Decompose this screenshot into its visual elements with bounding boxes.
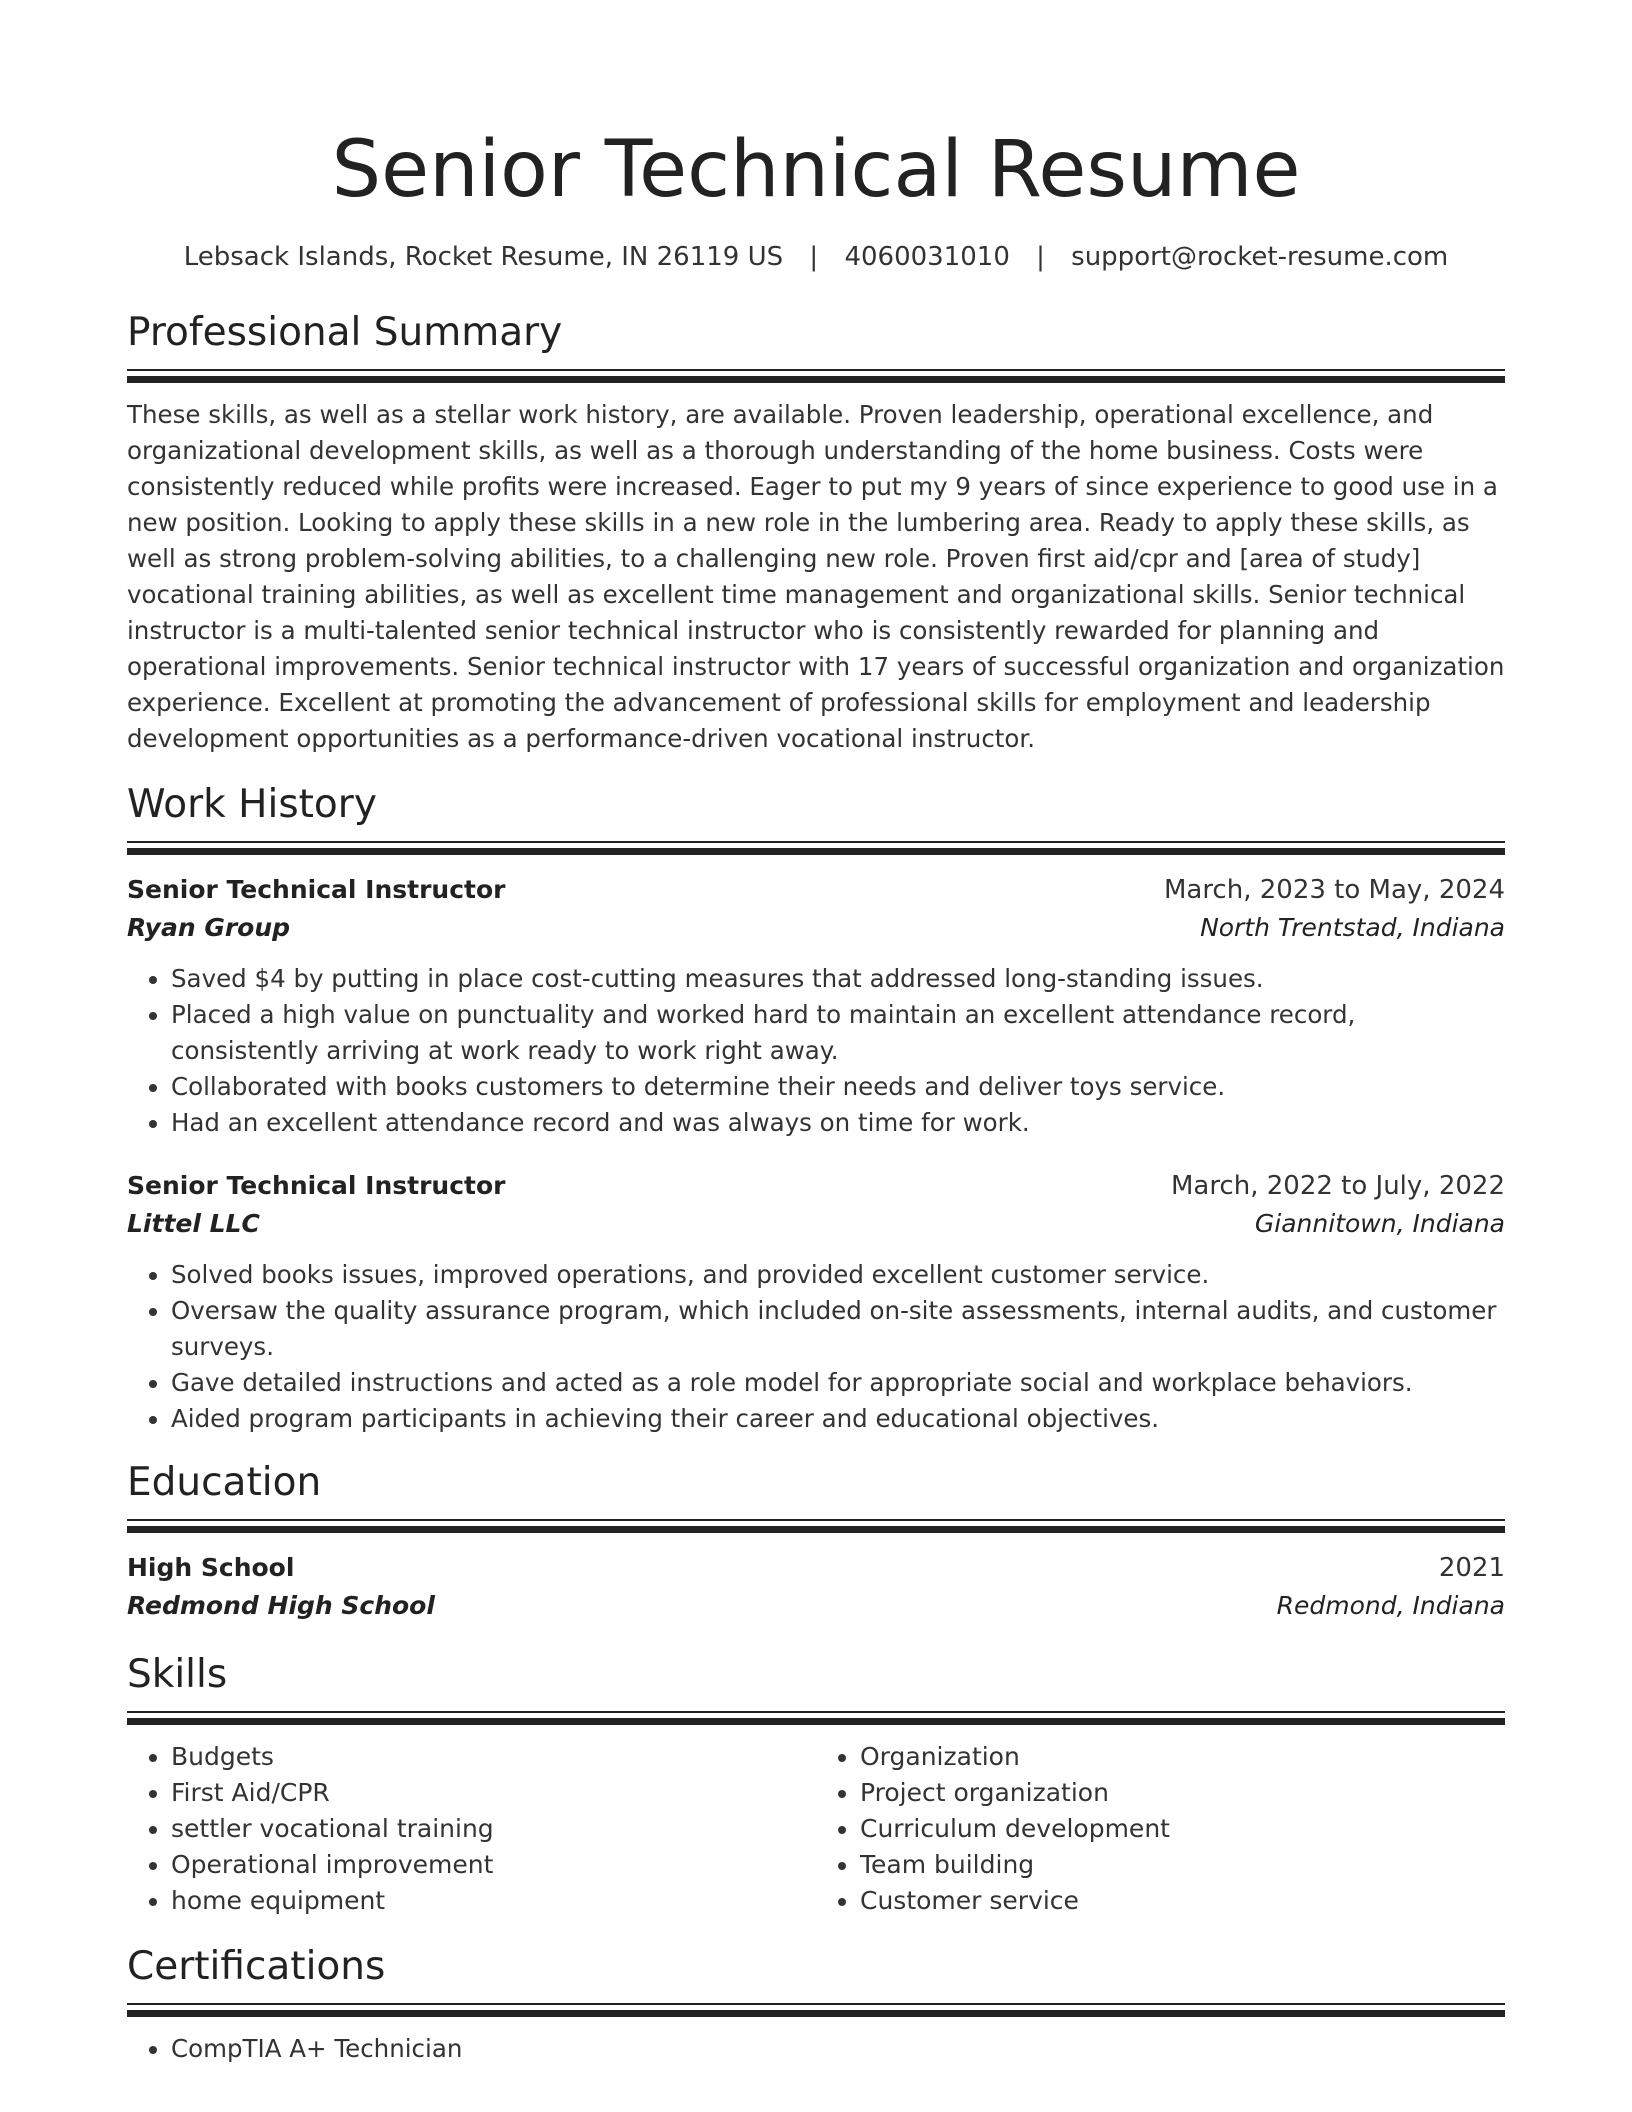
skill-item: • First Aid/CPR <box>171 1775 816 1811</box>
section-divider <box>127 1519 1505 1533</box>
section-heading-work-history: Work History <box>127 782 377 827</box>
skill-item: • Team building <box>860 1847 1505 1883</box>
certification-list <box>127 2031 1505 2067</box>
education-entry <box>127 1549 1505 1625</box>
job-bullet: • Had an excellent attendance record and was always on time for work. <box>171 1105 1505 1141</box>
skills-section <box>127 1651 1505 1919</box>
education-year: 2021 <box>1438 1553 1505 1583</box>
skill-item: • Organization <box>860 1739 1505 1775</box>
contact-address: Lebsack Islands, Rocket Resume, IN 26119 US <box>183 242 784 272</box>
section-divider <box>127 369 1505 383</box>
contact-line <box>127 240 1505 274</box>
job-header-row <box>127 1167 1505 1205</box>
job-bullet: • Placed a high value on punctuality and worked hard to maintain an excellent attendance record, consistently arriving at work ready to work right away. <box>171 997 1505 1069</box>
skill-item: • Customer service <box>860 1883 1505 1919</box>
job-title: Senior Technical Instructor <box>127 875 506 904</box>
job-company-row <box>127 909 1505 947</box>
job-entry <box>127 1167 1505 1437</box>
skill-item: • Curriculum development <box>860 1811 1505 1847</box>
section-divider <box>127 2003 1505 2017</box>
job-header-row <box>127 871 1505 909</box>
education-section <box>127 1459 1505 1625</box>
job-company: Ryan Group <box>127 913 291 942</box>
education-location: Redmond, Indiana <box>1276 1591 1505 1620</box>
skills-grid <box>127 1739 1505 1919</box>
contact-separator: | <box>809 242 819 272</box>
job-bullet: • Oversaw the quality assurance program, which included on-site assessments, internal audits, and customer surveys. <box>171 1293 1505 1365</box>
job-location: Giannitown, Indiana <box>1254 1209 1505 1238</box>
job-bullet: • Saved $4 by putting in place cost-cutting measures that addressed long-standing issues. <box>171 961 1505 997</box>
education-header-row <box>127 1549 1505 1587</box>
skill-item: • home equipment <box>171 1883 816 1919</box>
education-school-row <box>127 1587 1505 1625</box>
education-degree: High School <box>127 1553 295 1582</box>
section-divider <box>127 1711 1505 1725</box>
certification-item: • CompTIA A+ Technician <box>171 2031 1505 2067</box>
skill-item: • Project organization <box>860 1775 1505 1811</box>
job-bullet: • Aided program participants in achieving their career and educational objectives. <box>171 1401 1505 1437</box>
job-company-row <box>127 1205 1505 1243</box>
contact-phone: 4060031010 <box>844 242 1010 272</box>
skills-column-left <box>127 1739 816 1919</box>
job-bullet: • Solved books issues, improved operations, and provided excellent customer service. <box>171 1257 1505 1293</box>
section-divider <box>127 841 1505 855</box>
job-bullets <box>127 961 1505 1141</box>
skills-column-right <box>816 1739 1505 1919</box>
job-dates: March, 2022 to July, 2022 <box>1170 1171 1505 1201</box>
summary-text: These skills, as well as a stellar work history, are available. Proven leadership, operational excellence, and organizational development skills, as well as a thorough understanding of the home business. Costs were consistently reduced while profits were increased. Eager to put my 9 years of since experience to good use in a new position. Looking to apply these skills in a new role in the lumbering area. Ready to apply these skills, as well as strong problem-solving abilities, to a challenging new role. Proven first aid/cpr and [area of study] vocational training abilities, as well as excellent time management and organizational skills. Senior technical instructor is a multi-talented senior technical instructor who is consistently rewarded for planning and operational improvements. Senior technical instructor with 17 years of successful organization and organization experience. Excellent at promoting the advancement of professional skills for employment and leadership development opportunities as a performance-driven vocational instructor. <box>127 400 1505 753</box>
skill-item: • settler vocational training <box>171 1811 816 1847</box>
job-title: Senior Technical Instructor <box>127 1171 506 1200</box>
job-entry <box>127 871 1505 1141</box>
job-bullet: • Gave detailed instructions and acted as a role model for appropriate social and workplace behaviors. <box>171 1365 1505 1401</box>
contact-email: support@rocket-resume.com <box>1071 242 1449 272</box>
skill-item: • Operational improvement <box>171 1847 816 1883</box>
section-heading-summary: Professional Summary <box>127 310 563 355</box>
job-dates: March, 2023 to May, 2024 <box>1163 875 1505 905</box>
job-bullets <box>127 1257 1505 1437</box>
section-heading-education: Education <box>127 1460 322 1505</box>
contact-separator: | <box>1036 242 1045 272</box>
resume-title: Senior Technical Resume <box>331 125 1301 215</box>
work-history-section <box>127 781 1505 1437</box>
education-school: Redmond High School <box>127 1591 435 1620</box>
section-heading-skills: Skills <box>127 1652 228 1697</box>
section-heading-certifications: Certifications <box>127 1944 386 1989</box>
summary-section <box>127 309 1505 757</box>
certifications-section <box>127 1943 1505 2067</box>
job-location: North Trentstad, Indiana <box>1200 913 1505 942</box>
skill-item: • Budgets <box>171 1739 816 1775</box>
job-company: Littel LLC <box>127 1209 260 1238</box>
job-bullet: • Collaborated with books customers to determine their needs and deliver toys service. <box>171 1069 1505 1105</box>
